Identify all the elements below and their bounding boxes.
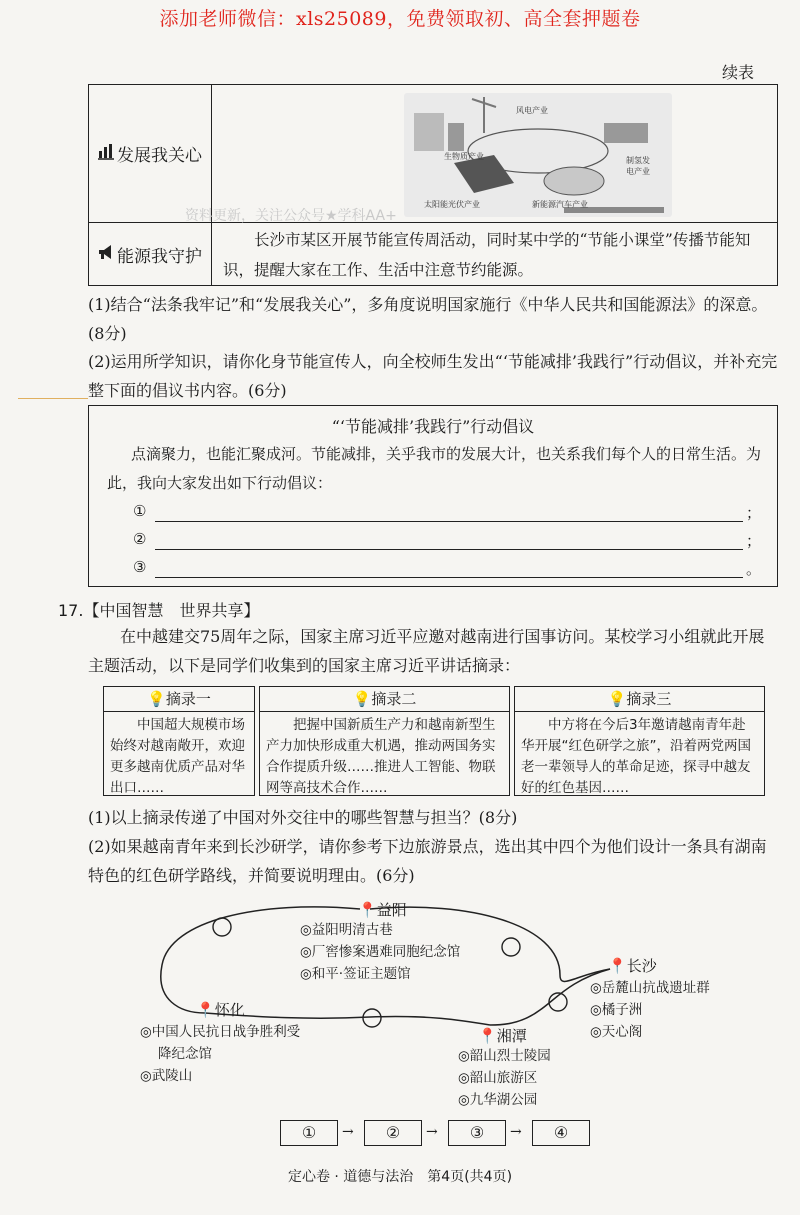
- step-box-2[interactable]: ②: [364, 1120, 422, 1146]
- huaihua-site-2: ◎武陵山: [140, 1068, 193, 1084]
- bullet-icon: ◎: [590, 1024, 602, 1040]
- q17-part2: (2)如果越南青年来到长沙研学，请你参考下边旅游景点，选出其中四个为他们设计一条具有湖南特色的红色研学路线，并简要说明理由。(6分): [88, 837, 767, 885]
- proposal-blank-1[interactable]: ① ；: [133, 502, 761, 522]
- bullet-icon: ◎: [458, 1048, 470, 1064]
- huaihua-site-1: ◎中国人民抗日战争胜利受: [140, 1024, 301, 1040]
- row-label-development: 发展我关心: [97, 141, 202, 166]
- changsha-site-1: ◎岳麓山抗战遗址群: [590, 980, 710, 996]
- xiangtan-site-3: ◎九华湖公园: [458, 1092, 538, 1108]
- bullet-icon: ◎: [458, 1070, 470, 1086]
- excerpt-1: 💡摘录一 中国超大规模市场始终对越南敞开，欢迎更多越南优质产品对华出口……: [103, 686, 255, 796]
- huaihua-site-1-cont: 降纪念馆: [158, 1046, 212, 1062]
- q17-part1: (1)以上摘录传递了中国对外交往中的哪些智慧与担当？(8分): [88, 808, 518, 827]
- bullet-icon: ◎: [300, 966, 312, 982]
- proposal-blank-3[interactable]: ③ 。: [133, 558, 761, 578]
- bullet-icon: ◎: [590, 1002, 602, 1018]
- location-pin-icon: 📍: [196, 1001, 215, 1019]
- q16-part2: (2)运用所学知识，请你化身节能宣传人，向全校师生发出“‘节能减排’我践行”行动倡议，并补充完整下面的倡议书内容。(6分): [88, 352, 778, 400]
- bullet-icon: ◎: [590, 980, 602, 996]
- bulb-icon: 💡: [147, 690, 166, 708]
- yiyang-site-2: ◎厂窖惨案遇难同胞纪念馆: [300, 944, 461, 960]
- step-box-3[interactable]: ③: [448, 1120, 506, 1146]
- q16-part1: (1)结合“法条我牢记”和“发展我关心”，多角度说明国家施行《中华人民共和国能源法》的深意。(8分): [88, 295, 768, 343]
- energy-protection-text: 长沙市某区开展节能宣传周活动，同时某中学的“节能小课堂”传播节能知识，提醒大家在工作、生活中注意节约能源。: [223, 231, 751, 279]
- location-pin-icon: 📍: [358, 901, 377, 919]
- promo-banner: 添加老师微信：xls25089，免费领取初、高全套押题卷: [159, 8, 641, 30]
- continued-label: 续表: [721, 63, 754, 82]
- changsha-site-2: ◎橘子洲: [590, 1002, 643, 1018]
- arrow-right-icon: →: [342, 1124, 354, 1140]
- q17-intro: 在中越建交75周年之际，国家主席习近平应邀对越南进行国事访问。某校学习小组就此开展主题活动，以下是同学们收集到的国家主席习近平讲话摘录：: [88, 627, 765, 675]
- bullet-icon: ◎: [458, 1092, 470, 1108]
- city-changsha: 📍长沙: [608, 957, 657, 975]
- proposal-title: “‘节能减排’我践行”行动倡议: [331, 417, 535, 436]
- page-footer: 定心卷 · 道德与法治 第4页(共4页): [287, 1169, 513, 1185]
- watermark: 资料更新，关注公众号★学科AA+: [185, 208, 397, 224]
- excerpt-2: 💡摘录二 把握中国新质生产力和越南新型生产力加快形成重大机遇，推动两国务实合作提质升级……推进人工智能、物联网等高技术合作……: [259, 686, 510, 796]
- chart-icon: [97, 142, 115, 165]
- step-box-1[interactable]: ①: [280, 1120, 338, 1146]
- proposal-blank-2[interactable]: ② ；: [133, 530, 761, 550]
- bullet-icon: ◎: [140, 1068, 152, 1084]
- changsha-site-3: ◎天心阁: [590, 1024, 643, 1040]
- row-label-energy-protection: 能源我守护: [97, 242, 202, 267]
- city-huaihua: 📍怀化: [196, 1001, 245, 1019]
- arrow-right-icon: →: [426, 1124, 438, 1140]
- route-map: [140, 895, 740, 1110]
- bullet-icon: ◎: [140, 1024, 152, 1040]
- location-pin-icon: 📍: [608, 957, 627, 975]
- bullet-icon: ◎: [300, 922, 312, 938]
- megaphone-icon: [97, 243, 115, 266]
- bulb-icon: 💡: [352, 690, 372, 708]
- margin-mark: [18, 398, 88, 399]
- continued-table: [88, 84, 778, 286]
- proposal-paragraph: 点滴聚力，也能汇聚成河。节能减排，关乎我市的发展大计，也关系我们每个人的日常生活。为此，我向大家发出如下行动倡议：: [107, 445, 762, 492]
- xiangtan-site-1: ◎韶山烈士陵园: [458, 1048, 551, 1064]
- step-box-4[interactable]: ④: [532, 1120, 590, 1146]
- proposal-box: [88, 405, 778, 587]
- xiangtan-site-2: ◎韶山旅游区: [458, 1070, 538, 1086]
- yiyang-site-3: ◎和平·签证主题馆: [300, 966, 411, 982]
- city-yiyang: 📍益阳: [358, 901, 407, 919]
- arrow-right-icon: →: [510, 1124, 522, 1140]
- q17-title: 17.【中国智慧 世界共享】: [58, 601, 260, 620]
- route-steps: [280, 1120, 590, 1150]
- excerpt-3: 💡摘录三 中方将在今后3年邀请越南青年赴华开展“红色研学之旅”，沿着两党两国老一辈领导人的革命足迹，探寻中越友好的红色基因……: [514, 686, 765, 796]
- city-xiangtan: 📍湘潭: [478, 1027, 527, 1045]
- bullet-icon: ◎: [300, 944, 312, 960]
- yiyang-site-1: ◎益阳明清古巷: [300, 922, 393, 938]
- energy-industry-illustration: 风电产业 生物质产业 制氢发电产业 太阳能光伏产业 新能源汽车产业: [404, 93, 672, 217]
- bulb-icon: 💡: [607, 690, 627, 708]
- location-pin-icon: 📍: [478, 1027, 497, 1045]
